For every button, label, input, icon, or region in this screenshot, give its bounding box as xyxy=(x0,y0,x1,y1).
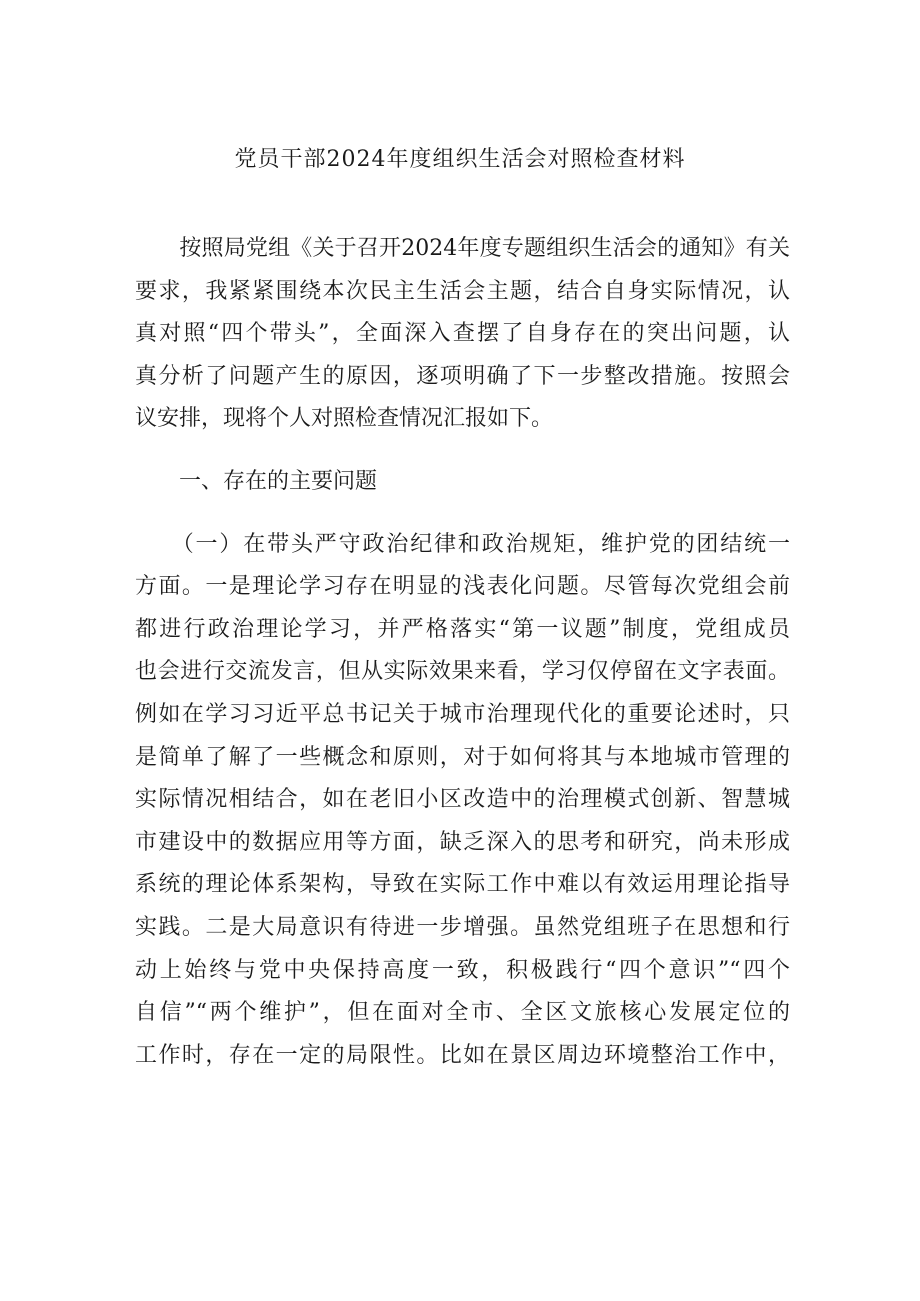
paragraph-line: 动上始终与党中央保持高度一致，积极践行“四个意识”“四个 xyxy=(135,957,790,983)
paragraph-line: 系统的理论体系架构，导致在实际工作中难以有效运用理论指导 xyxy=(135,872,790,898)
paragraph-line: 实践。二是大局意识有待进一步增强。虽然党组班子在思想和行 xyxy=(135,914,790,940)
paragraph-line: 市建设中的数据应用等方面，缺乏深入的思考和研究，尚未形成 xyxy=(135,829,790,855)
paragraph-line: 自信”“两个维护”，但在面对全市、全区文旅核心发展定位的 xyxy=(135,1000,790,1026)
subsection-paragraph xyxy=(135,524,790,1078)
intro-line: 议安排，现将个人对照检查情况汇报如下。 xyxy=(135,406,554,432)
paragraph-line: 方面。一是理论学习存在明显的浅表化问题。尽管每次党组会前 xyxy=(135,574,790,600)
document-title: 党员干部2024年度组织生活会对照检查材料 xyxy=(234,147,686,172)
paragraph-line: 是简单了解了一些概念和原则，对于如何将其与本地城市管理的 xyxy=(135,744,790,770)
intro-paragraph xyxy=(135,228,790,441)
paragraph-gap xyxy=(135,441,790,461)
paragraph-line: 都进行政治理论学习，并严格落实“第一议题”制度，党组成员 xyxy=(135,616,790,642)
paragraph-line: 实际情况相结合，如在老旧小区改造中的治理模式创新、智慧城 xyxy=(135,787,790,813)
paragraph-line: 也会进行交流发言，但从实际效果来看，学习仅停留在文字表面。 xyxy=(135,659,790,685)
section-heading: 一、存在的主要问题 xyxy=(179,468,378,494)
paragraph-line: 工作时，存在一定的局限性。比如在景区周边环境整治工作中， xyxy=(135,1042,790,1068)
paragraph-gap xyxy=(135,504,790,524)
intro-line: 真对照“四个带头”，全面深入查摆了自身存在的突出问题，认 xyxy=(135,321,790,347)
document-body xyxy=(135,228,790,1077)
paragraph-line: （一）在带头严守政治纪律和政治规矩，维护党的团结统一 xyxy=(135,531,790,557)
intro-line: 按照局党组《关于召开2024年度专题组织生活会的通知》有关 xyxy=(135,236,790,261)
intro-line: 真分析了问题产生的原因，逐项明确了下一步整改措施。按照会 xyxy=(135,363,790,389)
paragraph-line: 例如在学习习近平总书记关于城市治理现代化的重要论述时，只 xyxy=(135,701,790,727)
intro-line: 要求，我紧紧围绕本次民主生活会主题，结合自身实际情况，认 xyxy=(135,278,790,304)
